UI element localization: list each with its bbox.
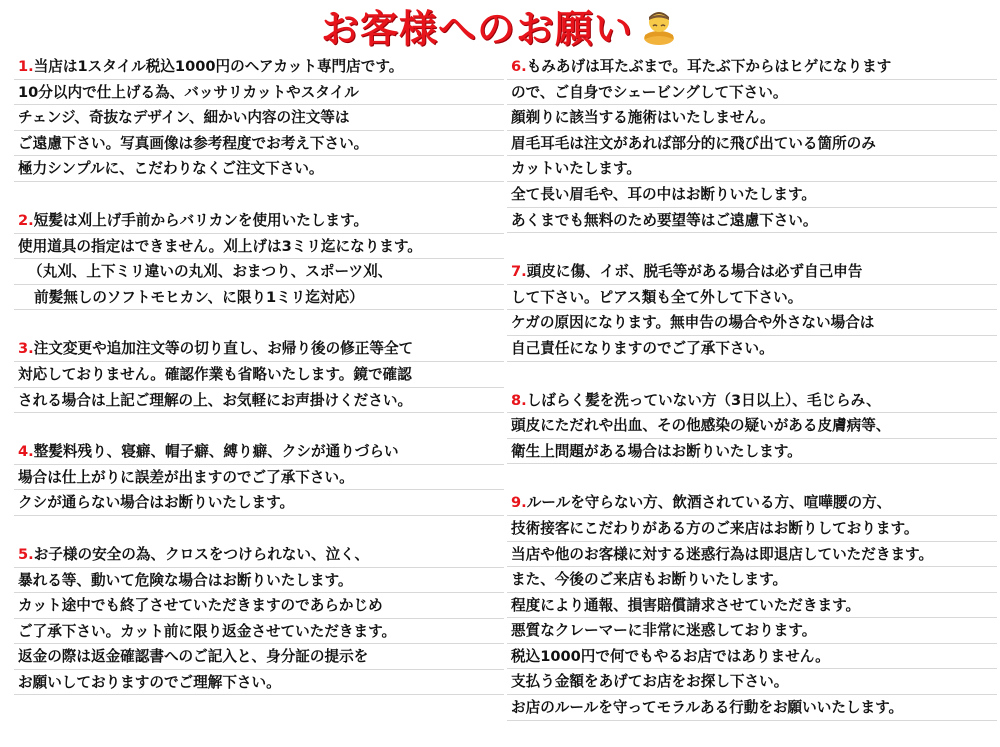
rule-line: また、今後のご来店もお断りいたします。 (507, 567, 997, 593)
rule-line (14, 336, 504, 362)
rules-left-column (14, 54, 504, 721)
rule-line: ので、ご自身でシェービングして下さい。 (507, 80, 997, 106)
rule-line: 前髪無しのソフトモヒカン、に限り1ミリ迄対応） (14, 285, 504, 311)
rule-line: 場合は仕上がりに誤差が出ますのでご了承下さい。 (14, 465, 504, 491)
rule-text: 整髪料残り、寝癖、帽子癖、縛り癖、クシが通りづらい (33, 443, 399, 461)
rule-text: ルールを守らない方、飲酒されている方、喧嘩腰の方、 (526, 494, 892, 512)
rule-text: 短髪は刈上げ手前からバリカンを使用いたします。 (33, 211, 369, 229)
rule-line: チェンジ、奇抜なデザイン、細かい内容の注文等は (14, 105, 504, 131)
rule-line: 悪質なクレーマーに非常に迷惑しております。 (507, 618, 997, 644)
rule-line: （丸刈、上下ミリ違いの丸刈、おまつり、スポーツ刈、 (14, 259, 504, 285)
rule-text: しばらく髪を洗っていない方（3日以上）、毛じらみ、 (526, 391, 881, 409)
rule-line: お店のルールを守ってモラルある行動をお願いいたします。 (507, 695, 997, 721)
rules-right-column (507, 54, 997, 747)
rule-number: 9. (511, 494, 527, 512)
rule-line: ケガの原因になります。無申告の場合や外さない場合は (507, 310, 997, 336)
rule-line: 極力シンプルに、こだわりなくご注文下さい。 (14, 156, 504, 182)
rule-section-8 (507, 388, 997, 465)
rule-text: 頭皮に傷、イボ、脱毛等がある場合は必ず自己申告 (526, 263, 863, 281)
rule-line: 税込1000円で何でもやるお店ではありません。 (507, 644, 997, 670)
rule-text: お子様の安全の為、クロスをつけられない、泣く、 (33, 545, 370, 563)
rule-line (14, 542, 504, 568)
rule-line (507, 259, 997, 285)
rule-line: 程度により通報、損害賠償請求させていただきます。 (507, 593, 997, 619)
rule-section-1 (14, 54, 504, 182)
rule-section-4 (14, 439, 504, 516)
bowing-person-icon (639, 5, 679, 45)
rule-line: 衛生上問題がある場合はお断りいたします。 (507, 439, 997, 465)
rule-line: 返金の際は返金確認書へのご記入と、身分証の提示を (14, 644, 504, 670)
rule-line: 技術接客にこだわりがある方のご来店はお断りしております。 (507, 516, 997, 542)
rule-line: クシが通らない場合はお断りいたします。 (14, 490, 504, 516)
header (0, 0, 1000, 50)
rule-line: 自己責任になりますのでご了承下さい。 (507, 336, 997, 362)
rule-text: もみあげは耳たぶまで。耳たぶ下からはヒゲになります (526, 58, 892, 75)
rule-line (507, 54, 997, 80)
rule-section-9 (507, 490, 997, 720)
rule-line: 10分以内で仕上げる為、バッサリカットやスタイル (14, 80, 504, 106)
rule-line: 暴れる等、動いて危険な場合はお断りいたします。 (14, 568, 504, 594)
rule-section-2 (14, 208, 504, 310)
rule-number: 1. (18, 58, 34, 75)
rule-line (14, 439, 504, 465)
rule-line: 当店や他のお客様に対する迷惑行為は即退店していただきます。 (507, 542, 997, 568)
rule-line (507, 490, 997, 516)
rule-number: 7. (511, 263, 527, 281)
rule-line: 対応しておりません。確認作業も省略いたします。鏡で確認 (14, 362, 504, 388)
rule-line: ご遠慮下さい。写真画像は参考程度でお考え下さい。 (14, 131, 504, 157)
rule-number: 5. (18, 545, 34, 563)
rule-number: 8. (511, 391, 527, 409)
rule-section-5 (14, 542, 504, 696)
rule-number: 2. (18, 211, 34, 229)
rule-number: 4. (18, 443, 34, 461)
rule-line: カットいたします。 (507, 156, 997, 182)
rule-line: して下さい。ピアス類も全て外して下さい。 (507, 285, 997, 311)
rule-line: 支払う金額をあげてお店をお探し下さい。 (507, 669, 997, 695)
rule-number: 3. (18, 340, 34, 358)
rule-line (14, 208, 504, 234)
rule-line: お願いしておりますのでご理解下さい。 (14, 670, 504, 696)
rule-line: ご了承下さい。カット前に限り返金させていただきます。 (14, 619, 504, 645)
rule-section-3 (14, 336, 504, 413)
rule-line: 頭皮にただれや出血、その他感染の疑いがある皮膚病等、 (507, 413, 997, 439)
rule-line (507, 388, 997, 414)
rule-line (14, 54, 504, 80)
rule-line: 顔剃りに該当する施術はいたしません。 (507, 105, 997, 131)
rule-line: 全て長い眉毛や、耳の中はお断りいたします。 (507, 182, 997, 208)
page-title: お客様へのお願い (320, 6, 633, 51)
rule-line: あくまでも無料のため要望等はご遠慮下さい。 (507, 208, 997, 234)
rule-section-7 (507, 259, 997, 361)
rule-line: 眉毛耳毛は注文があれば部分的に飛び出ている箇所のみ (507, 131, 997, 157)
rule-text: 当店は1スタイル税込1000円のヘアカット専門店です。 (33, 58, 404, 75)
rule-number: 6. (511, 58, 527, 75)
rule-line: カット途中でも終了させていただきますのであらかじめ (14, 593, 504, 619)
rule-line: される場合は上記ご理解の上、お気軽にお声掛けください。 (14, 388, 504, 414)
rule-text: 注文変更や追加注文等の切り直し、お帰り後の修正等全て (33, 340, 414, 358)
rule-line: 使用道具の指定はできません。刈上げは3ミリ迄になります。 (14, 234, 504, 260)
rule-section-6 (507, 54, 997, 233)
